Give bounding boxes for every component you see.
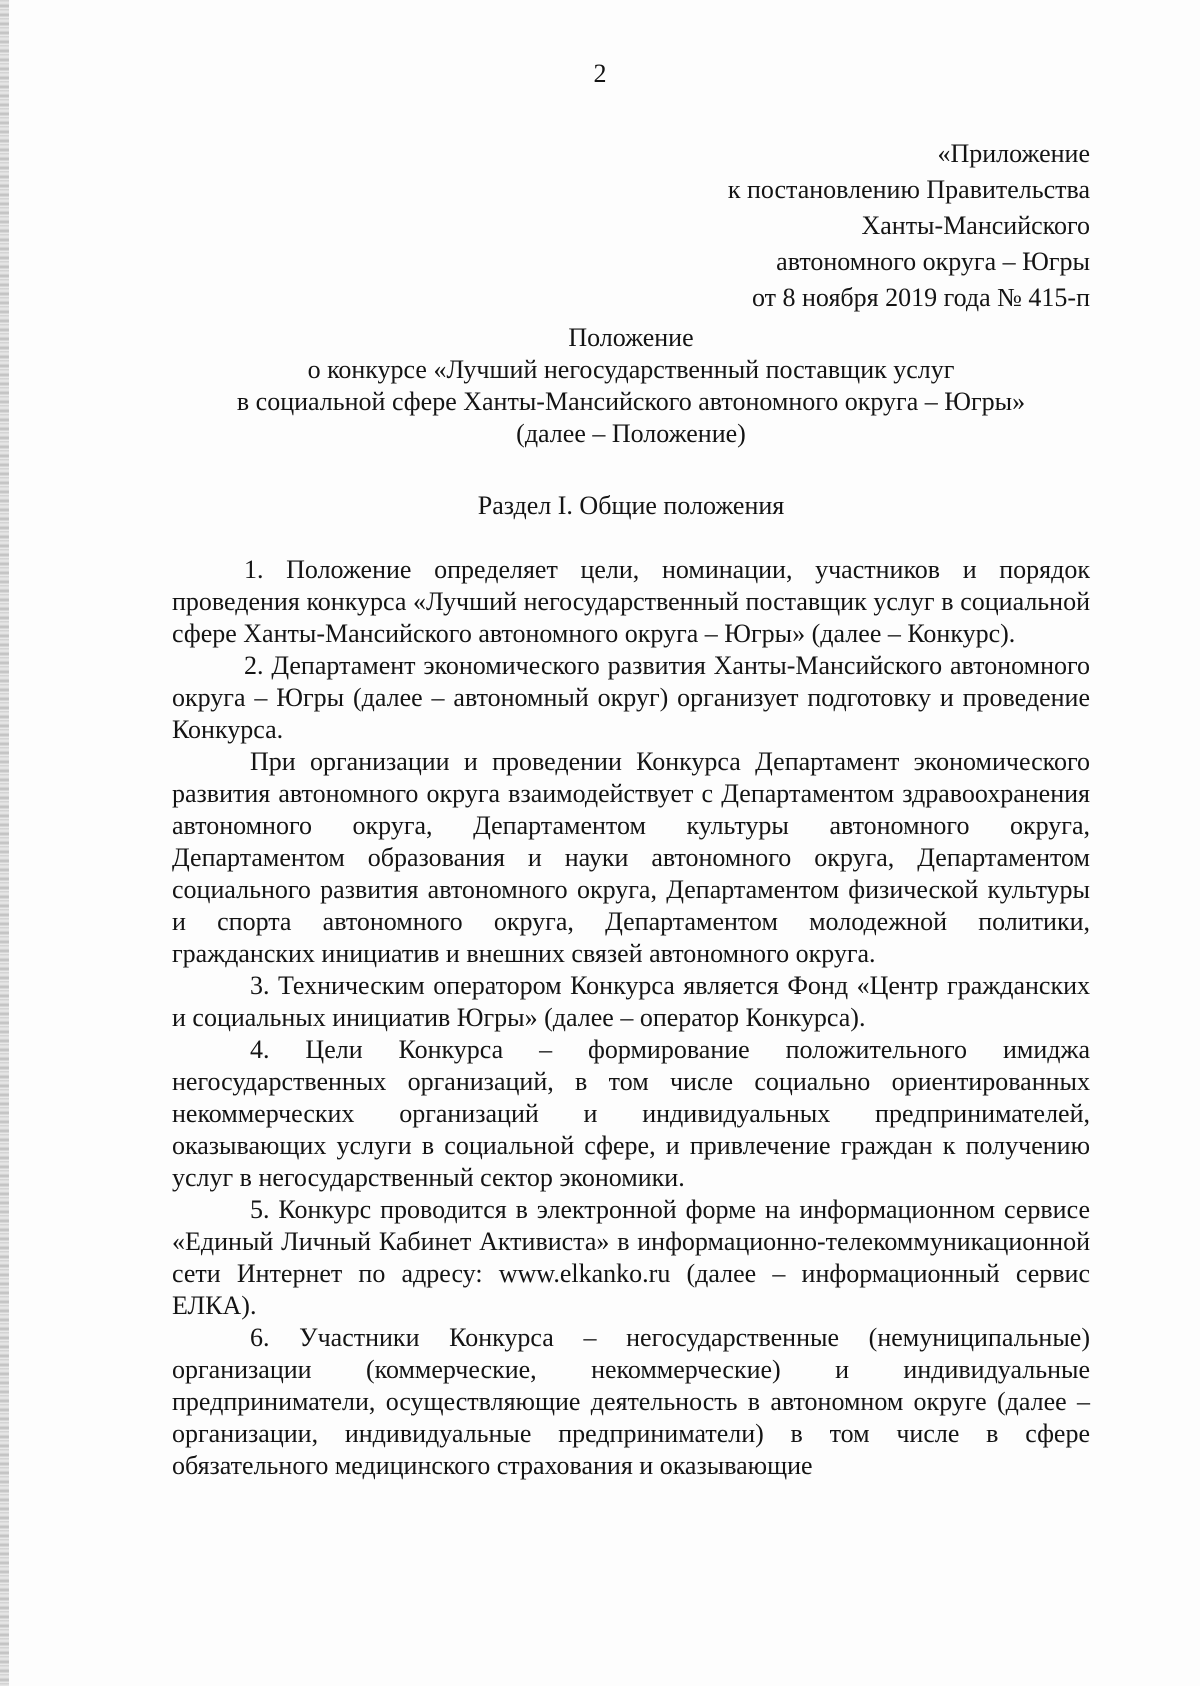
paragraph: 5. Конкурс проводится в электронной форме на информационном сервисе «Единый Личный Кабинет Активиста» в информационно-телекоммуникационной сети Интернет по адресу: www.elkanko.ru (далее – информационный сервис ЕЛКА). xyxy=(172,1195,1090,1320)
appendix-line: к постановлению Правительства xyxy=(727,175,1090,204)
title-line: (далее – Положение) xyxy=(516,419,746,448)
appendix-line: «Приложение xyxy=(937,139,1090,168)
title-line: о конкурсе «Лучший негосударственный поставщик услуг xyxy=(307,355,955,384)
title-line: в социальной сфере Ханты-Мансийского автономного округа – Югры» xyxy=(236,387,1026,416)
section-title: Раздел I. Общие положения xyxy=(477,491,785,520)
appendix-line: Ханты-Мансийского xyxy=(861,211,1090,240)
paragraph: 4. Цели Конкурса – формирование положительного имиджа негосударственных организаций, в том числе социально ориентированных некоммерческих организаций и индивидуальных предпринимателей, оказывающих услуги в социальной сфере, и привлечение граждан к получению услуг в негосударственный сектор экономики. xyxy=(172,1035,1090,1192)
scan-edge xyxy=(0,0,9,1686)
page-number: 2 xyxy=(593,59,607,88)
appendix-line: от 8 ноября 2019 года № 415-п xyxy=(752,283,1090,312)
document-title xyxy=(172,322,1090,450)
paragraph: 2. Департамент экономического развития Ханты-Мансийского автономного округа – Югры (далее – автономный округ) организует подготовку и проведение Конкурса. xyxy=(172,651,1090,744)
appendix-line: автономного округа – Югры xyxy=(776,247,1090,276)
body-text xyxy=(172,554,1090,1482)
paragraph: При организации и проведении Конкурса Департамент экономического развития автономного округа взаимодействует с Департаментом здравоохранения автономного округа, Департаментом культуры автономного округа, Департаментом образования и науки автономного округа, Департаментом социального развития автономного округа, Департаментом физической культуры и спорта автономного округа, Департаментом молодежной политики, гражданских инициатив и внешних связей автономного округа. xyxy=(172,747,1090,968)
paragraph: 6. Участники Конкурса – негосударственные (немуниципальные) организации (коммерческие, некоммерческие) и индивидуальные предприниматели, осуществляющие деятельность в автономном округе (далее – организации, индивидуальные предприниматели) в том числе в сфере обязательного медицинского страхования и оказывающие xyxy=(172,1323,1090,1480)
paragraph: 1. Положение определяет цели, номинации, участников и порядок проведения конкурса «Лучший негосударственный поставщик услуг в социальной сфере Ханты-Мансийского автономного округа – Югры» (далее – Конкурс). xyxy=(172,555,1090,648)
paragraph: 3. Техническим оператором Конкурса является Фонд «Центр гражданских и социальных инициатив Югры» (далее – оператор Конкурса). xyxy=(172,971,1090,1032)
title-line: Положение xyxy=(568,323,694,352)
appendix-header xyxy=(728,136,1090,316)
